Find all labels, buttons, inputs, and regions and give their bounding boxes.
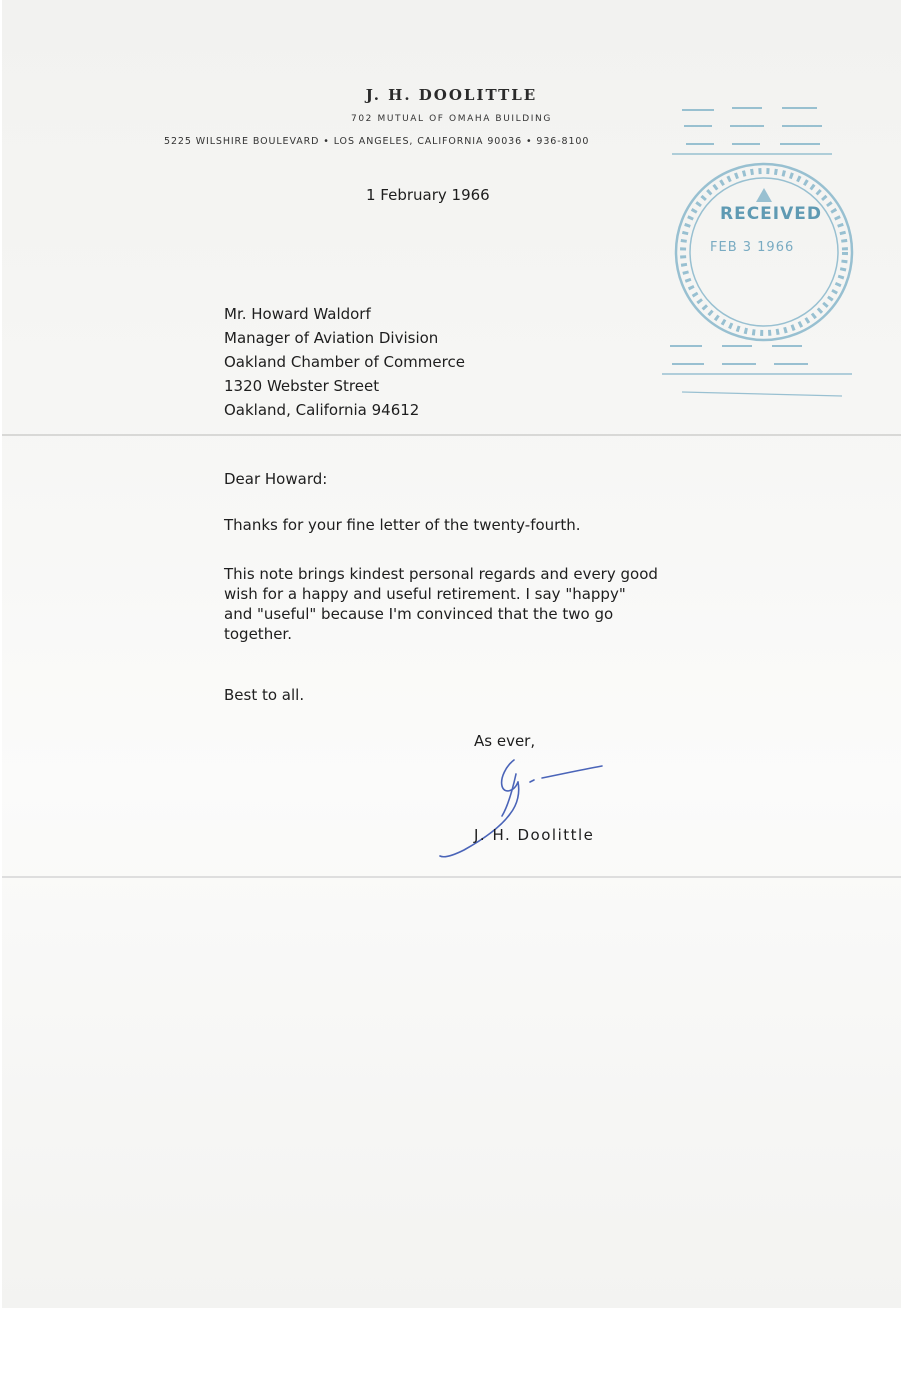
paragraph-line: This note brings kindest personal regards and every good <box>224 565 658 583</box>
valediction: As ever, <box>474 732 536 750</box>
recipient-line: 1320 Webster Street <box>224 377 380 395</box>
letter-page <box>2 0 901 1308</box>
paper-fold <box>2 434 901 436</box>
recipient-address <box>224 302 465 422</box>
closing-line: Best to all. <box>224 686 305 704</box>
letterhead-name: J. H. DOOLITTLE <box>365 86 538 104</box>
body-paragraph-2 <box>224 564 658 644</box>
paragraph-line: wish for a happy and useful retirement. I say "happy" <box>224 585 626 603</box>
recipient-line: Mr. Howard Waldorf <box>224 305 371 323</box>
handwritten-signature-icon <box>422 752 622 862</box>
recipient-line: Oakland Chamber of Commerce <box>224 353 465 371</box>
paragraph-line: and "useful" because I'm convinced that the two go <box>224 605 614 623</box>
recipient-line: Manager of Aviation Division <box>224 329 439 347</box>
letterhead-building: 702 MUTUAL OF OMAHA BUILDING <box>351 114 552 124</box>
letterhead-address: 5225 WILSHIRE BOULEVARD • LOS ANGELES, CALIFORNIA 90036 • 936-8100 <box>164 136 590 147</box>
paper-fold <box>2 876 901 878</box>
paragraph-line: together. <box>224 625 292 643</box>
body-paragraph-1: Thanks for your fine letter of the twenty-fourth. <box>224 516 581 534</box>
salutation: Dear Howard: <box>224 470 328 488</box>
stamp-received-text: RECEIVED <box>720 204 822 224</box>
stamp-date: FEB 3 1966 <box>710 240 795 255</box>
letter-date: 1 February 1966 <box>366 186 490 204</box>
recipient-line: Oakland, California 94612 <box>224 401 420 419</box>
signer-name: J. H. Doolittle <box>474 826 595 844</box>
